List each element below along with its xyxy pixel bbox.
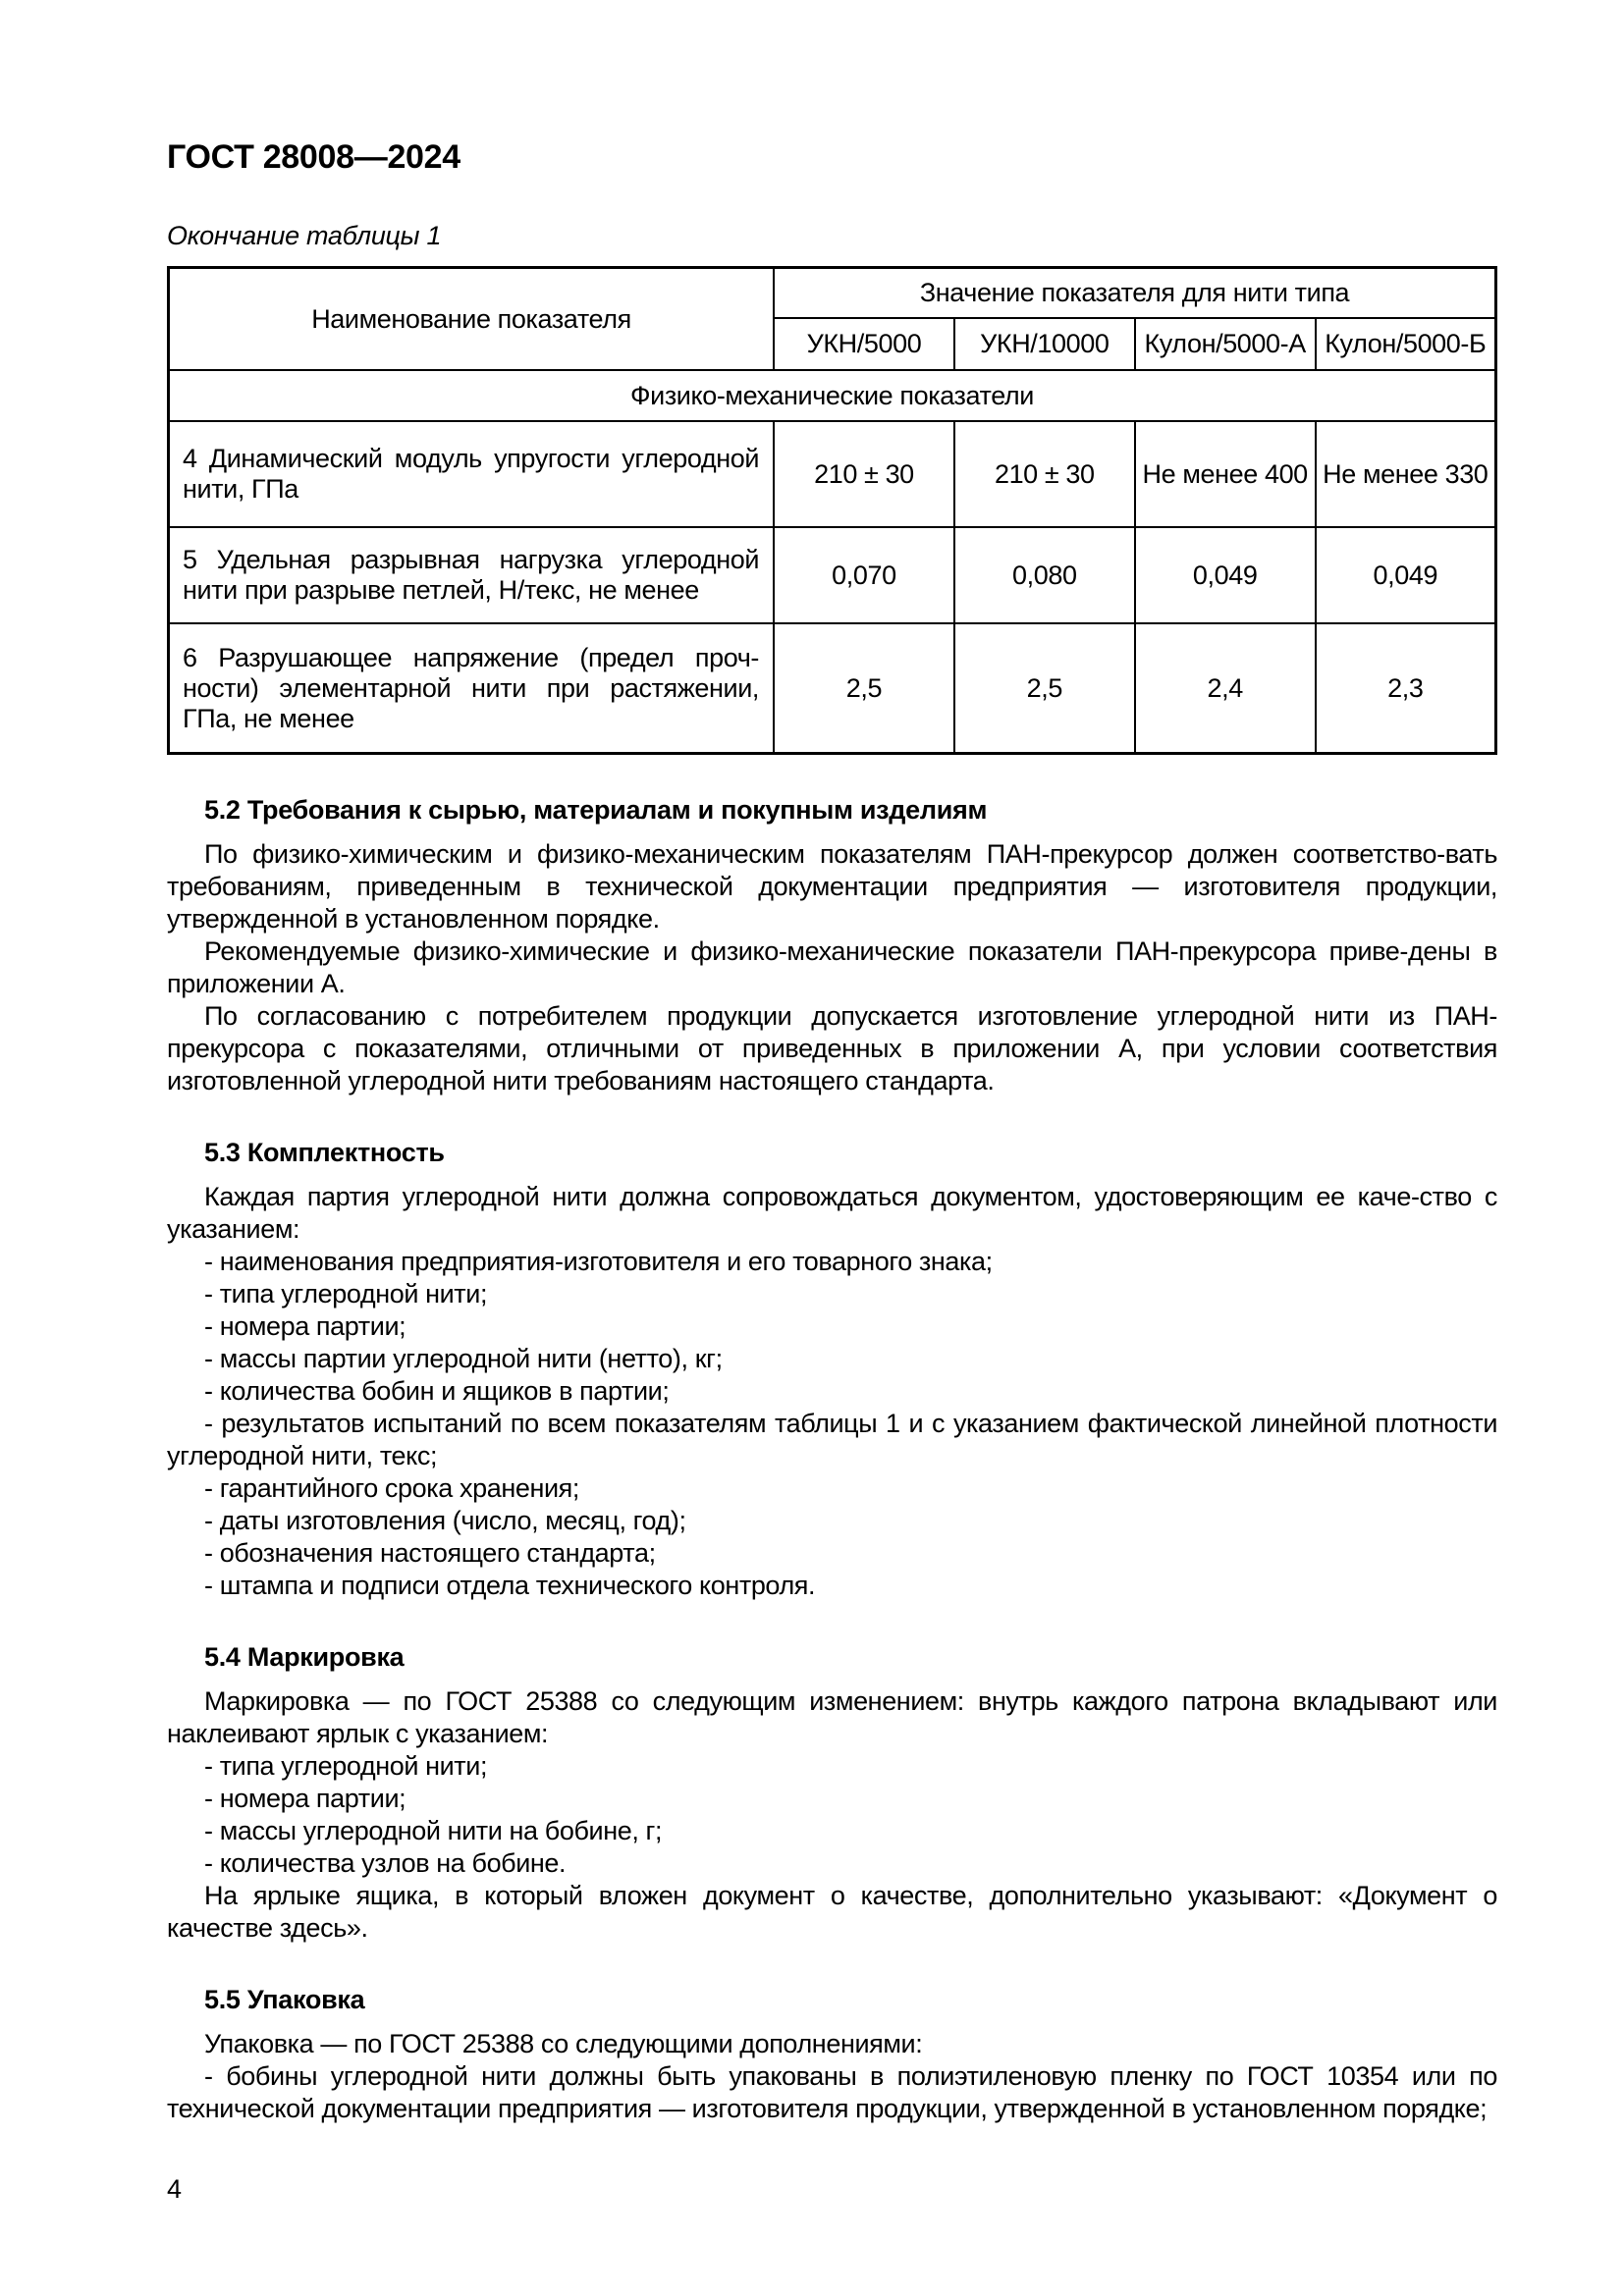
results-table bbox=[167, 266, 1497, 755]
list-item: - даты изготовления (число, месяц, год); bbox=[204, 1506, 686, 1535]
table-row bbox=[169, 421, 1496, 527]
row-name-cell: 5 Удельная разрывная нагрузка углеродной нити при разрыве петлей, Н/текс, не менее bbox=[169, 527, 775, 623]
value-cell: 2,4 bbox=[1135, 623, 1316, 754]
row-name-cell: 6 Разрушающее напряжение (предел проч-ности) элементарной нити при растяжении, ГПа, не менее bbox=[169, 623, 775, 754]
thread-type-cell: Кулон/5000-А bbox=[1135, 318, 1316, 370]
header-name-cell: Наименование показателя bbox=[169, 268, 775, 371]
value-cell: 0,049 bbox=[1135, 527, 1316, 623]
paragraph: По согласованию с потребителем продукции допускается изготовление углеродной нити из ПАН-прекурсора с показателями, отличными от приведенных в приложении А, при условии соответствия изготовленной углеродной нити требованиям настоящего стандарта. bbox=[167, 1001, 1497, 1095]
paragraph: По физико-химическим и физико-механическим показателям ПАН-прекурсор должен соответство-вать требованиям, приведенным в технической документации предприятия — изготовителя продукции, утвержденной в установленном порядке. bbox=[167, 839, 1497, 934]
value-cell: 0,049 bbox=[1316, 527, 1496, 623]
section-5-5-heading: 5.5 Упаковка bbox=[204, 1985, 365, 2014]
paragraph: На ярлыке ящика, в который вложен документ о качестве, дополнительно указывают: «Документ о качестве здесь». bbox=[167, 1881, 1497, 1943]
page-number: 4 bbox=[167, 2174, 182, 2204]
list-item: - массы партии углеродной нити (нетто), кг; bbox=[204, 1344, 723, 1373]
table-caption: Окончание таблицы 1 bbox=[167, 221, 442, 250]
list-item: - типа углеродной нити; bbox=[204, 1751, 488, 1781]
list-item: - гарантийного срока хранения; bbox=[204, 1473, 579, 1503]
table-row bbox=[169, 623, 1496, 754]
value-cell: 210 ± 30 bbox=[954, 421, 1135, 527]
value-cell: 0,070 bbox=[774, 527, 954, 623]
row-name-cell: 4 Динамический модуль упругости углеродной нити, ГПа bbox=[169, 421, 775, 527]
table-row bbox=[169, 527, 1496, 623]
list-item: - количества узлов на бобине. bbox=[204, 1848, 567, 1878]
section-5-2 bbox=[167, 794, 1497, 1097]
value-cell: 2,5 bbox=[774, 623, 954, 754]
section-5-4 bbox=[167, 1641, 1497, 1945]
paragraph: Рекомендуемые физико-химические и физико-механические показатели ПАН-прекурсора приве-дены в приложении А. bbox=[167, 936, 1497, 998]
section-5-3-heading: 5.3 Комплектность bbox=[204, 1138, 445, 1167]
value-cell: 2,3 bbox=[1316, 623, 1496, 754]
list-item: - количества бобин и ящиков в партии; bbox=[204, 1376, 670, 1406]
list-item: - результатов испытаний по всем показателям таблицы 1 и с указанием фактической линейной плотности углеродной нити, текс; bbox=[167, 1409, 1497, 1470]
document-body bbox=[167, 794, 1497, 2125]
thread-type-cell: Кулон/5000-Б bbox=[1316, 318, 1496, 370]
paragraph: Упаковка — по ГОСТ 25388 со следующими дополнениями: bbox=[204, 2029, 923, 2058]
table-header-row bbox=[169, 268, 1496, 319]
list-item: - наименования предприятия-изготовителя и его товарного знака; bbox=[204, 1247, 993, 1276]
list-item: - массы углеродной нити на бобине, г; bbox=[204, 1816, 663, 1845]
thread-type-cell: УКН/10000 bbox=[954, 318, 1135, 370]
section-5-4-heading: 5.4 Маркировка bbox=[204, 1642, 405, 1672]
table-group-row bbox=[169, 370, 1496, 421]
paragraph: Каждая партия углеродной нити должна сопровождаться документом, удостоверяющим ее каче-ство с указанием: bbox=[167, 1182, 1497, 1244]
doc-title: ГОСТ 28008—2024 bbox=[167, 138, 460, 176]
value-cell: 2,5 bbox=[954, 623, 1135, 754]
paragraph: Маркировка — по ГОСТ 25388 со следующим изменением: внутрь каждого патрона вкладывают или наклеивают ярлык с указанием: bbox=[167, 1686, 1497, 1748]
header-value-group-cell: Значение показателя для нити типа bbox=[774, 268, 1495, 319]
list-item: - номера партии; bbox=[204, 1311, 406, 1341]
section-5-2-heading: 5.2 Требования к сырью, материалам и покупным изделиям bbox=[204, 795, 988, 825]
list-item: - номера партии; bbox=[204, 1784, 406, 1813]
thread-type-cell: УКН/5000 bbox=[774, 318, 954, 370]
list-item: - бобины углеродной нити должны быть упакованы в полиэтиленовую пленку по ГОСТ 10354 или по технической документации предприятия — изготовителя продукции, утвержденной в установленном порядке; bbox=[167, 2061, 1497, 2123]
list-item: - типа углеродной нити; bbox=[204, 1279, 488, 1308]
section-5-3 bbox=[167, 1137, 1497, 1602]
value-cell: 0,080 bbox=[954, 527, 1135, 623]
value-cell: Не менее 330 bbox=[1316, 421, 1496, 527]
group-title-cell: Физико-механические показатели bbox=[169, 370, 1496, 421]
list-item: - обозначения настоящего стандарта; bbox=[204, 1538, 656, 1568]
value-cell: Не менее 400 bbox=[1135, 421, 1316, 527]
list-item: - штампа и подписи отдела технического контроля. bbox=[204, 1571, 816, 1600]
value-cell: 210 ± 30 bbox=[774, 421, 954, 527]
section-5-5 bbox=[167, 1984, 1497, 2125]
